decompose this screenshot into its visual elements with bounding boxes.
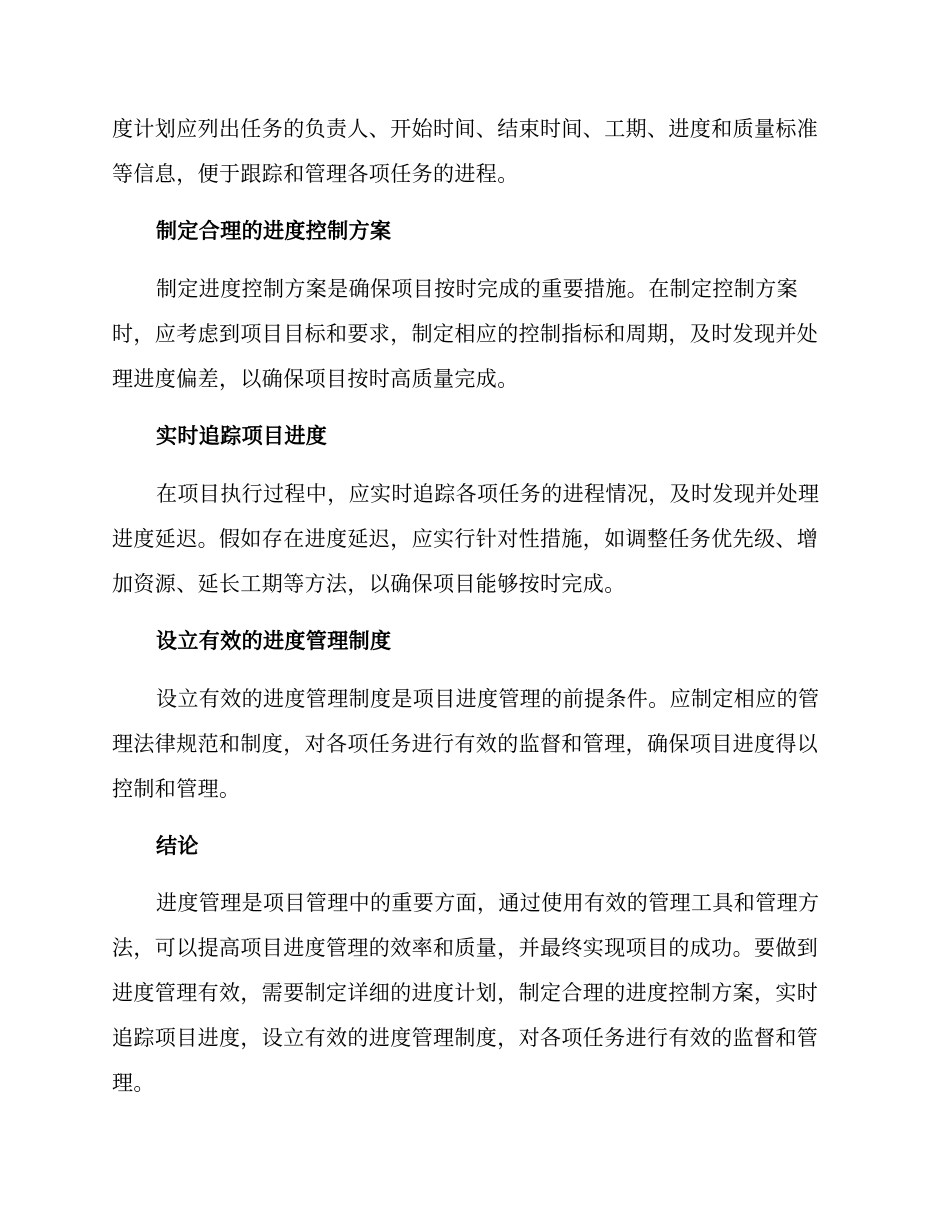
paragraph-line: 时，应考虑到项目目标和要求，制定相应的控制指标和周期，及时发现并处 [112,322,819,346]
paragraph-line: 追踪项目进度，设立有效的进度管理制度，对各项任务进行有效的监督和管 [112,1026,819,1050]
section-heading: 设立有效的进度管理制度 [156,629,392,653]
section-heading: 制定合理的进度控制方案 [156,219,392,243]
paragraph-line: 在项目执行过程中，应实时追踪各项任务的进程情况，及时发现并处理 [156,482,820,506]
paragraph-line: 制定进度控制方案是确保项目按时完成的重要措施。在制定控制方案 [156,277,798,301]
intro-line: 度计划应列出任务的负责人、开始时间、结束时间、工期、进度和质量标准 [112,117,819,141]
paragraph-line: 进度管理有效，需要制定详细的进度计划，制定合理的进度控制方案，实时 [112,981,819,1005]
section-heading: 实时追踪项目进度 [156,424,328,448]
section-heading: 结论 [156,834,199,858]
paragraph-line: 理法律规范和制度，对各项任务进行有效的监督和管理，确保项目进度得以 [112,732,819,756]
paragraph-line: 设立有效的进度管理制度是项目进度管理的前提条件。应制定相应的管 [156,687,820,711]
paragraph-line: 加资源、延长工期等方法，以确保项目能够按时完成。 [112,572,626,596]
paragraph-line: 进度管理是项目管理中的重要方面，通过使用有效的管理工具和管理方 [156,891,820,915]
paragraph-line: 理进度偏差，以确保项目按时高质量完成。 [112,367,519,391]
paragraph-line: 进度延迟。假如存在进度延迟，应实行针对性措施，如调整任务优先级、增 [112,527,819,551]
intro-line: 等信息，便于跟踪和管理各项任务的进程。 [112,162,519,186]
paragraph-line: 法，可以提高项目进度管理的效率和质量，并最终实现项目的成功。要做到 [112,936,819,960]
paragraph-line: 控制和管理。 [112,777,241,801]
paragraph-line: 理。 [112,1071,155,1095]
